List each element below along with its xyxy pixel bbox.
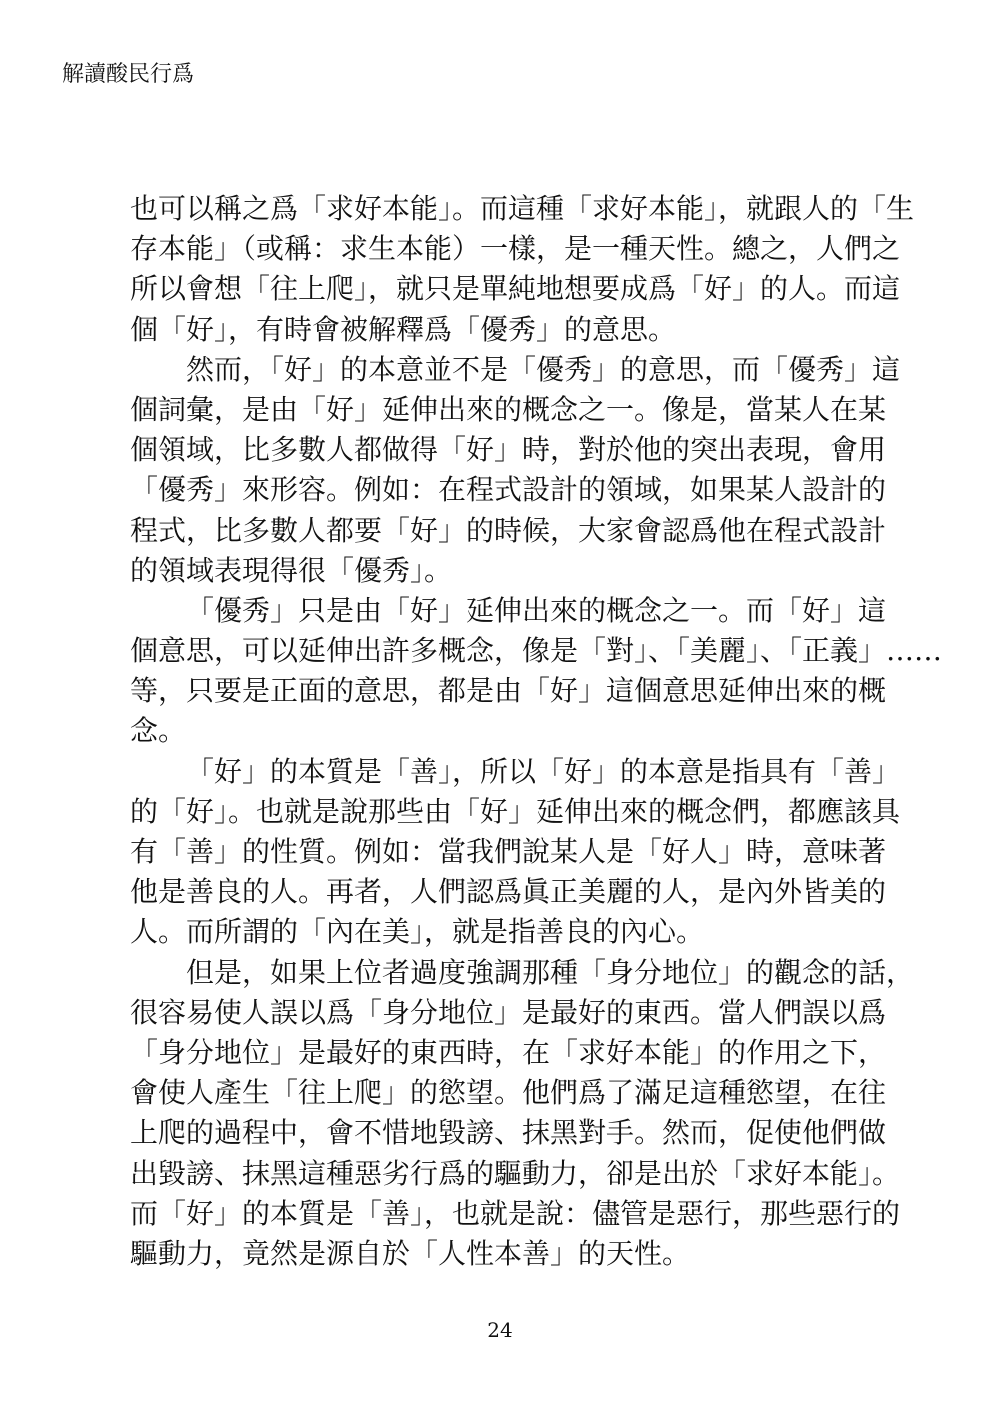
text-line: 人。而所謂的「內在美」，就是指善良的內心。 xyxy=(130,915,705,949)
text-line: 他是善良的人。再者，人們認爲眞正美麗的人，是內外皆美的 xyxy=(130,875,887,909)
text-line: 所以會想「往上爬」，就只是單純地想要成爲「好」的人。而這 xyxy=(130,272,901,306)
text-line: 上爬的過程中，會不惜地毀謗、抹黑對手。然而，促使他們做 xyxy=(130,1116,887,1150)
text-line: 等，只要是正面的意思，都是由「好」這個意思延伸出來的概 xyxy=(130,674,887,708)
text-line: 出毀謗、抹黑這種惡劣行爲的驅動力，卻是出於「求好本能」。 xyxy=(130,1156,901,1190)
text-line: 個「好」，有時會被解釋爲「優秀」的意思。 xyxy=(130,312,677,346)
text-line: 驅動力，竟然是源自於「人性本善」的天性。 xyxy=(130,1236,691,1270)
text-line: 個意思，可以延伸出許多概念，像是「對」、「美麗」、「正義」…… xyxy=(130,634,943,668)
body-text xyxy=(130,189,943,1274)
paragraph xyxy=(130,953,915,1275)
text-line: 但是，如果上位者過度強調那種「身分地位」的觀念的話， xyxy=(186,955,915,989)
text-line: 的領域表現得很「優秀」。 xyxy=(130,553,453,587)
text-line: 個詞彙，是由「好」延伸出來的概念之一。像是，當某人在某 xyxy=(130,392,887,426)
text-line: 有「善」的性質。例如：當我們說某人是「好人」時，意味著 xyxy=(130,835,887,868)
text-line: 「好」的本質是「善」，所以「好」的本意是指具有「善」 xyxy=(186,754,901,788)
paragraph xyxy=(130,752,901,953)
text-line: 程式，比多數人都要「好」的時候，大家會認爲他在程式設計 xyxy=(130,513,887,547)
text-line: 「身分地位」是最好的東西時，在「求好本能」的作用之下， xyxy=(130,1035,887,1069)
text-line: 而「好」的本質是「善」，也就是說：儘管是惡行，那些惡行的 xyxy=(130,1196,901,1230)
text-line: 會使人產生「往上爬」的慾望。他們爲了滿足這種慾望，在往 xyxy=(130,1076,887,1110)
text-line: 也可以稱之爲「求好本能」。而這種「求好本能」，就跟人的「生 xyxy=(130,192,915,225)
page-number: 24 xyxy=(487,1318,513,1342)
text-line: 然而，「好」的本意並不是「優秀」的意思，而「優秀」這 xyxy=(186,352,901,386)
text-line: 念。 xyxy=(130,714,187,748)
text-line: 「優秀」只是由「好」延伸出來的概念之一。而「好」這 xyxy=(186,593,887,627)
text-line: 很容易使人誤以爲「身分地位」是最好的東西。當人們誤以爲 xyxy=(130,995,887,1029)
text-line: 「優秀」來形容。例如：在程式設計的領域，如果某人設計的 xyxy=(130,473,887,507)
paragraph xyxy=(130,350,901,591)
text-line: 的「好」。也就是說那些由「好」延伸出來的概念們，都應該具 xyxy=(130,794,901,828)
paragraph xyxy=(130,591,943,752)
paragraph xyxy=(130,189,915,350)
running-header: 解讀酸民行爲 xyxy=(62,62,195,87)
text-line: 個領域，比多數人都做得「好」時，對於他的突出表現，會用 xyxy=(130,433,887,467)
text-line: 存本能」（或稱：求生本能）一樣，是一種天性。總之，人們之 xyxy=(130,232,901,266)
